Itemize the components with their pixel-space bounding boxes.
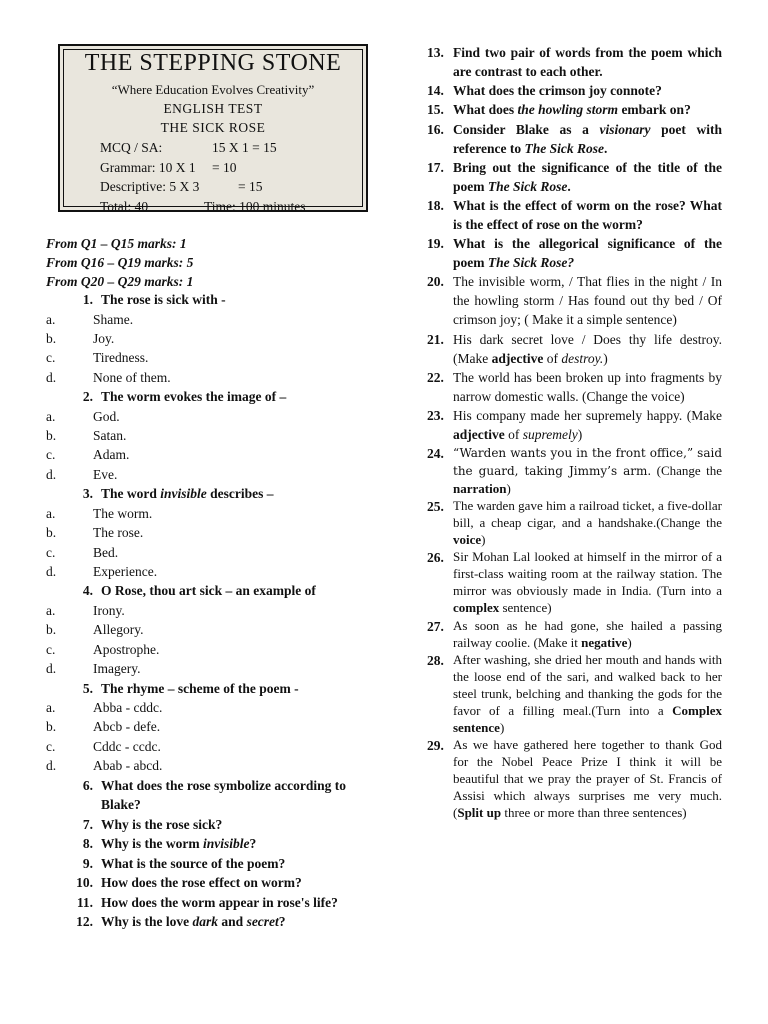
option — [46, 562, 366, 581]
option-letter: a. — [46, 408, 56, 424]
option-letter: c. — [46, 447, 56, 463]
option — [46, 407, 366, 426]
option-text: The rose. — [93, 525, 144, 541]
question-text: What is the allegorical significance of the poem The Sick Rose? — [453, 236, 722, 271]
option — [46, 737, 366, 756]
question-text: The worm evokes the image of – — [101, 389, 287, 405]
option — [46, 329, 366, 348]
question-number: 4. — [82, 583, 93, 599]
option-letter: b. — [46, 330, 57, 346]
option-letter: c. — [46, 641, 56, 657]
mcq-value: 15 X 1 = 15 — [212, 140, 277, 155]
question-text: The invisible worm, / That flies in the night / In the howling storm / Has found out thy bed / Of crimson joy; ( Make it a simple sentence) — [453, 274, 722, 328]
question-1 — [46, 290, 366, 310]
question-text: His dark secret love / Does thy life destroy. (Make adjective of destroy.) — [453, 331, 722, 366]
option-text: Abcb - defe. — [93, 719, 161, 735]
tagline: “Where Education Evolves Creativity” — [111, 82, 315, 97]
descriptive-value: = 15 — [238, 179, 263, 194]
option-text: God. — [93, 408, 120, 424]
question-text: The warden gave him a railroad ticket, a five-dollar bill, a cheap cigar, and a handshake.(Change the voice) — [453, 498, 722, 548]
option-letter: b. — [46, 428, 57, 444]
question-number: 16. — [427, 121, 444, 137]
question-number: 10. — [76, 875, 93, 891]
question-15 — [427, 100, 722, 119]
option — [46, 445, 366, 464]
option-text: Abba - cddc. — [93, 700, 163, 715]
question-text: The rhyme – scheme of the poem - — [101, 680, 299, 696]
time-allowed: Time: 100 minutes — [204, 198, 306, 214]
question-number: 9. — [82, 855, 93, 871]
marks-info-line: From Q1 – Q15 marks: 1 — [46, 236, 187, 251]
question-8 — [46, 834, 366, 854]
question-24 — [427, 444, 722, 497]
question-text: What is the source of the poem? — [101, 855, 286, 871]
option-letter: d. — [46, 563, 57, 579]
option-letter: c. — [46, 350, 56, 366]
question-text: After washing, she dried her mouth and hands with the loose end of the sari, and walked back to her steel trunk, belching and thanking the gods for the favor of a filling meal.(Turn into a Complex sentence) — [453, 651, 722, 735]
question-number: 24. — [427, 446, 444, 462]
question-number: 8. — [82, 836, 93, 852]
question-14 — [427, 81, 722, 100]
option-text: Allegory. — [93, 622, 144, 638]
option — [46, 601, 366, 620]
option-letter: d. — [46, 758, 57, 774]
option-text: Satan. — [93, 428, 127, 444]
question-text: Why is the worm invisible? — [101, 836, 257, 852]
question-number: 29. — [427, 738, 444, 753]
question-17 — [427, 158, 722, 196]
test-subject: ENGLISH TEST — [163, 101, 263, 116]
question-3 — [46, 484, 366, 504]
option — [46, 543, 366, 562]
question-text: Why is the love dark and secret? — [101, 914, 286, 930]
marks-row-descriptive — [100, 177, 366, 197]
option — [46, 465, 366, 484]
option-text: Cddc - ccdc. — [93, 738, 161, 754]
question-29 — [427, 736, 722, 821]
question-5 — [46, 679, 366, 699]
question-text: Sir Mohan Lal looked at himself in the mirror of a first-class waiting room at the railway station. The mirror was obviously made in India. (Turn into a complex sentence) — [453, 549, 722, 616]
question-number: 25. — [427, 499, 444, 515]
question-number: 26. — [427, 550, 444, 566]
question-text: As we have gathered here together to thank God for the Nobel Peace Prize I think it will be beautiful that we pray the prayer of St. Francis of Assisi which always surprises me very much. (Split up three or more than three sentences) — [453, 737, 722, 820]
question-text: What does the howling storm embark on? — [453, 102, 691, 118]
question-number: 1. — [82, 292, 93, 307]
question-text: What does the rose symbolize according to Blake? — [101, 777, 346, 813]
question-19 — [427, 234, 722, 272]
option-text: The worm. — [93, 505, 153, 521]
question-number: 6. — [82, 777, 93, 793]
question-number: 11. — [76, 894, 93, 910]
option-text: Shame. — [93, 311, 134, 327]
question-18 — [427, 196, 722, 234]
question-number: 13. — [427, 45, 444, 60]
question-7 — [46, 815, 366, 835]
question-number: 28. — [427, 652, 444, 668]
question-28 — [427, 651, 722, 736]
question-number: 14. — [427, 83, 444, 99]
option-text: None of them. — [93, 369, 171, 385]
option — [46, 310, 366, 329]
question-6 — [46, 776, 366, 815]
marks-row-mcq — [100, 138, 366, 158]
question-number: 18. — [427, 197, 444, 213]
option-text: Abab - abcd. — [93, 758, 163, 774]
option — [46, 504, 366, 523]
test-topic: THE SICK ROSE — [160, 120, 266, 135]
question-text: Bring out the significance of the title of the poem The Sick Rose. — [453, 159, 722, 194]
option-letter: b. — [46, 525, 57, 541]
question-text: The rose is sick with - — [101, 292, 226, 307]
marks-row-grammar — [100, 158, 366, 178]
question-4 — [46, 581, 366, 601]
option-letter: a. — [46, 602, 56, 618]
option-text: Experience. — [93, 563, 158, 579]
question-9 — [46, 854, 366, 874]
descriptive-label: Descriptive: 5 X 3 — [100, 179, 200, 194]
question-text: Why is the rose sick? — [101, 816, 223, 832]
option — [46, 659, 366, 678]
question-16 — [427, 120, 722, 158]
question-number: 3. — [82, 486, 93, 502]
question-text: “Warden wants you in the front office,” said the guard, taking Jimmy’s arm. (Change the narration) — [453, 446, 722, 497]
marks-table — [100, 138, 366, 216]
question-12 — [46, 912, 366, 932]
question-26 — [427, 548, 722, 616]
question-number: 27. — [427, 618, 444, 634]
question-27 — [427, 617, 722, 651]
question-21 — [427, 330, 722, 368]
question-text: The word invisible describes – — [101, 486, 274, 502]
grammar-value: = 10 — [212, 159, 237, 175]
question-number: 15. — [427, 102, 444, 118]
question-number: 12. — [76, 914, 93, 930]
mcq-label: MCQ / SA: — [100, 140, 163, 155]
question-25 — [427, 497, 722, 548]
grammar-label: Grammar: 10 X 1 — [100, 159, 196, 175]
school-name: THE STEPPING STONE — [84, 50, 342, 76]
question-text: What is the effect of worm on the rose? What is the effect of rose on the worm? — [453, 197, 722, 232]
left-column — [46, 290, 366, 932]
question-number: 21. — [427, 331, 444, 347]
option-letter: d. — [46, 661, 57, 677]
question-number: 5. — [82, 680, 93, 696]
question-text: What does the crimson joy connote? — [453, 83, 662, 99]
option — [46, 717, 366, 736]
option-letter: b. — [46, 719, 57, 735]
option — [46, 620, 366, 639]
question-number: 7. — [82, 816, 93, 832]
question-23 — [427, 406, 722, 444]
option-text: Eve. — [93, 466, 118, 482]
header-box — [58, 44, 368, 212]
marks-info — [46, 234, 193, 291]
question-number: 22. — [427, 369, 444, 385]
right-column — [427, 43, 722, 821]
option-text: Adam. — [93, 447, 130, 463]
question-20 — [427, 272, 722, 329]
question-text: How does the worm appear in rose's life? — [101, 894, 338, 910]
question-text: O Rose, thou art sick – an example of — [101, 583, 316, 599]
option-text: Imagery. — [93, 661, 141, 677]
option-text: Bed. — [93, 544, 119, 560]
question-number: 23. — [427, 407, 444, 423]
option-letter: a. — [46, 505, 56, 521]
question-text: Consider Blake as a visionary poet with reference to The Sick Rose. — [453, 121, 722, 156]
total-marks: Total: 40 — [100, 198, 149, 214]
option — [46, 698, 366, 717]
option-letter: d. — [46, 369, 57, 385]
question-text: Find two pair of words from the poem which are contrast to each other. — [453, 45, 722, 79]
question-number: 19. — [427, 236, 444, 252]
option — [46, 348, 366, 367]
option-letter: b. — [46, 622, 57, 638]
option-text: Tiredness. — [93, 350, 149, 366]
option — [46, 426, 366, 445]
option — [46, 368, 366, 387]
marks-info-line: From Q20 – Q29 marks: 1 — [46, 274, 194, 289]
marks-row-total — [100, 197, 366, 217]
option-text: Apostrophe. — [93, 641, 160, 657]
option-letter: d. — [46, 466, 57, 482]
question-11 — [46, 893, 366, 913]
question-number: 2. — [82, 389, 93, 405]
question-text: The world has been broken up into fragments by narrow domestic walls. (Change the voice) — [453, 369, 722, 404]
option-letter: c. — [46, 738, 56, 754]
option-text: Irony. — [93, 602, 125, 618]
question-text: His company made her supremely happy. (Make adjective of supremely) — [453, 407, 722, 442]
question-22 — [427, 368, 722, 406]
question-13 — [427, 43, 722, 81]
question-number: 20. — [427, 274, 444, 290]
option-letter: c. — [46, 544, 56, 560]
option — [46, 756, 366, 775]
question-text: As soon as he had gone, she hailed a passing railway coolie. (Make it negative) — [453, 617, 722, 650]
marks-info-line: From Q16 – Q19 marks: 5 — [46, 255, 194, 270]
question-10 — [46, 873, 366, 893]
option-text: Joy. — [93, 330, 115, 346]
question-text: How does the rose effect on worm? — [101, 875, 302, 891]
question-number: 17. — [427, 159, 444, 175]
option — [46, 523, 366, 542]
option-letter: a. — [46, 700, 56, 715]
option — [46, 640, 366, 659]
question-2 — [46, 387, 366, 407]
option-letter: a. — [46, 311, 56, 327]
